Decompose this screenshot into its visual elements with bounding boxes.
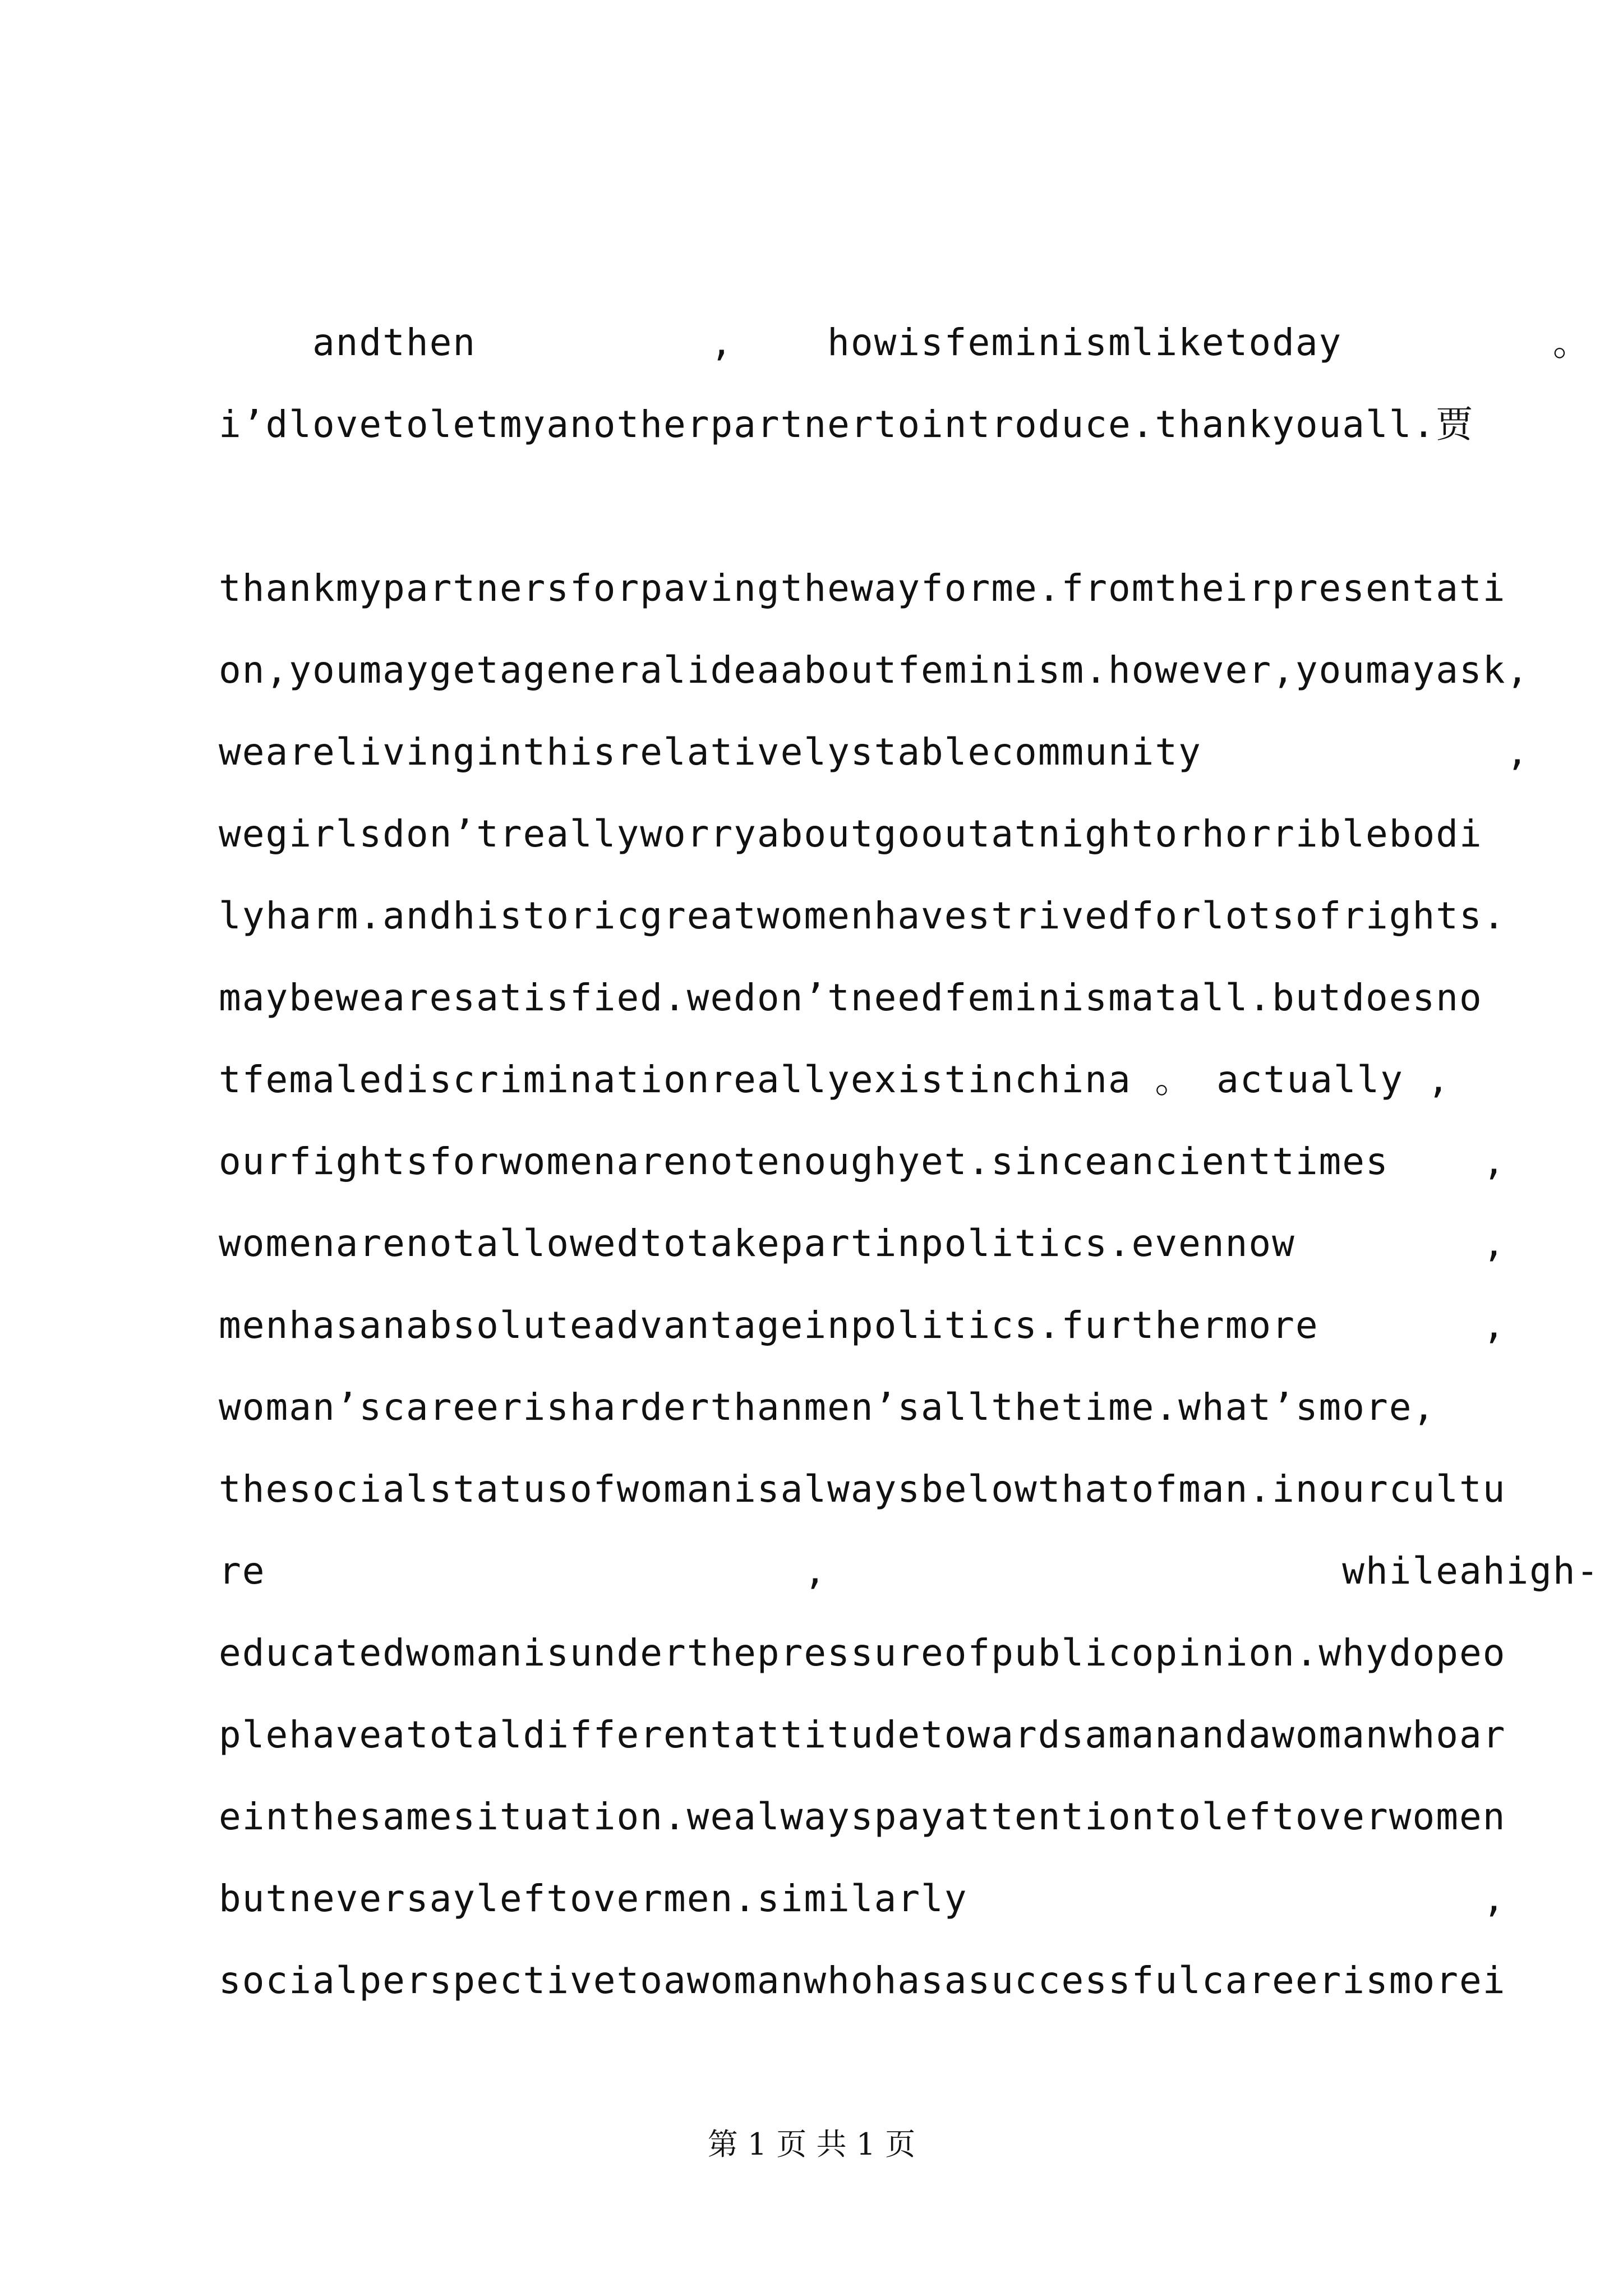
text-line: wearelivinginthisrelativelystablecommunity ,	[219, 730, 1530, 774]
text-line: andthen , howisfeminismliketoday 。	[219, 321, 1591, 364]
text-line: i’dlovetoletmyanotherpartnertointroduce.thankyouall.贾	[219, 403, 1474, 446]
text-line: socialperspectivetoawomanwhohasasuccessfulcareerismorei	[219, 1959, 1506, 2002]
page-footer: 第 1 页 共 1 页	[707, 2127, 916, 2162]
text-line: tfemalediscriminationreallyexistinchina 。 actually ,	[219, 1058, 1451, 1101]
text-line: re , whileahigh-	[219, 1549, 1600, 1593]
text-line: ourfightsforwomenarenotenoughyet.sinceancienttimes ,	[219, 1140, 1506, 1183]
text-line: woman’scareerisharderthanmen’sallthetime.what’smore,	[219, 1386, 1436, 1429]
text-line: menhasanabsoluteadvantageinpolitics.furthermore ,	[219, 1304, 1506, 1347]
text-line: butneversayleftovermen.similarly ,	[219, 1877, 1506, 1920]
text-line: educatedwomanisunderthepressureofpublicopinion.whydopeo	[219, 1631, 1506, 1674]
text-line: thankmypartnersforpavingthewayforme.fromtheirpresentati	[219, 567, 1506, 610]
document-body	[219, 302, 1600, 2022]
text-line: on,youmaygetageneralideaaboutfeminism.however,youmayask,	[219, 648, 1530, 692]
text-line: thesocialstatusofwomanisalwaysbelowthatofman.inourcultu	[219, 1467, 1506, 1511]
paragraph-gap	[219, 466, 1424, 547]
text-line: wegirlsdon’treallyworryaboutgooutatnightorhorriblebodi	[219, 812, 1483, 855]
text-line: maybewearesatisfied.wedon’tneedfeminismatall.butdoesno	[219, 976, 1483, 1019]
text-line: plehaveatotaldifferentattitudetowardsamanandawomanwhoar	[219, 1713, 1506, 1756]
text-line: einthesamesituation.wealwayspayattentiontoleftoverwomen	[219, 1795, 1506, 1838]
text-line: womenarenotallowedtotakepartinpolitics.evennow ,	[219, 1222, 1506, 1265]
text-line: lyharm.andhistoricgreatwomenhavestrivedforlotsofrights.	[219, 894, 1506, 937]
